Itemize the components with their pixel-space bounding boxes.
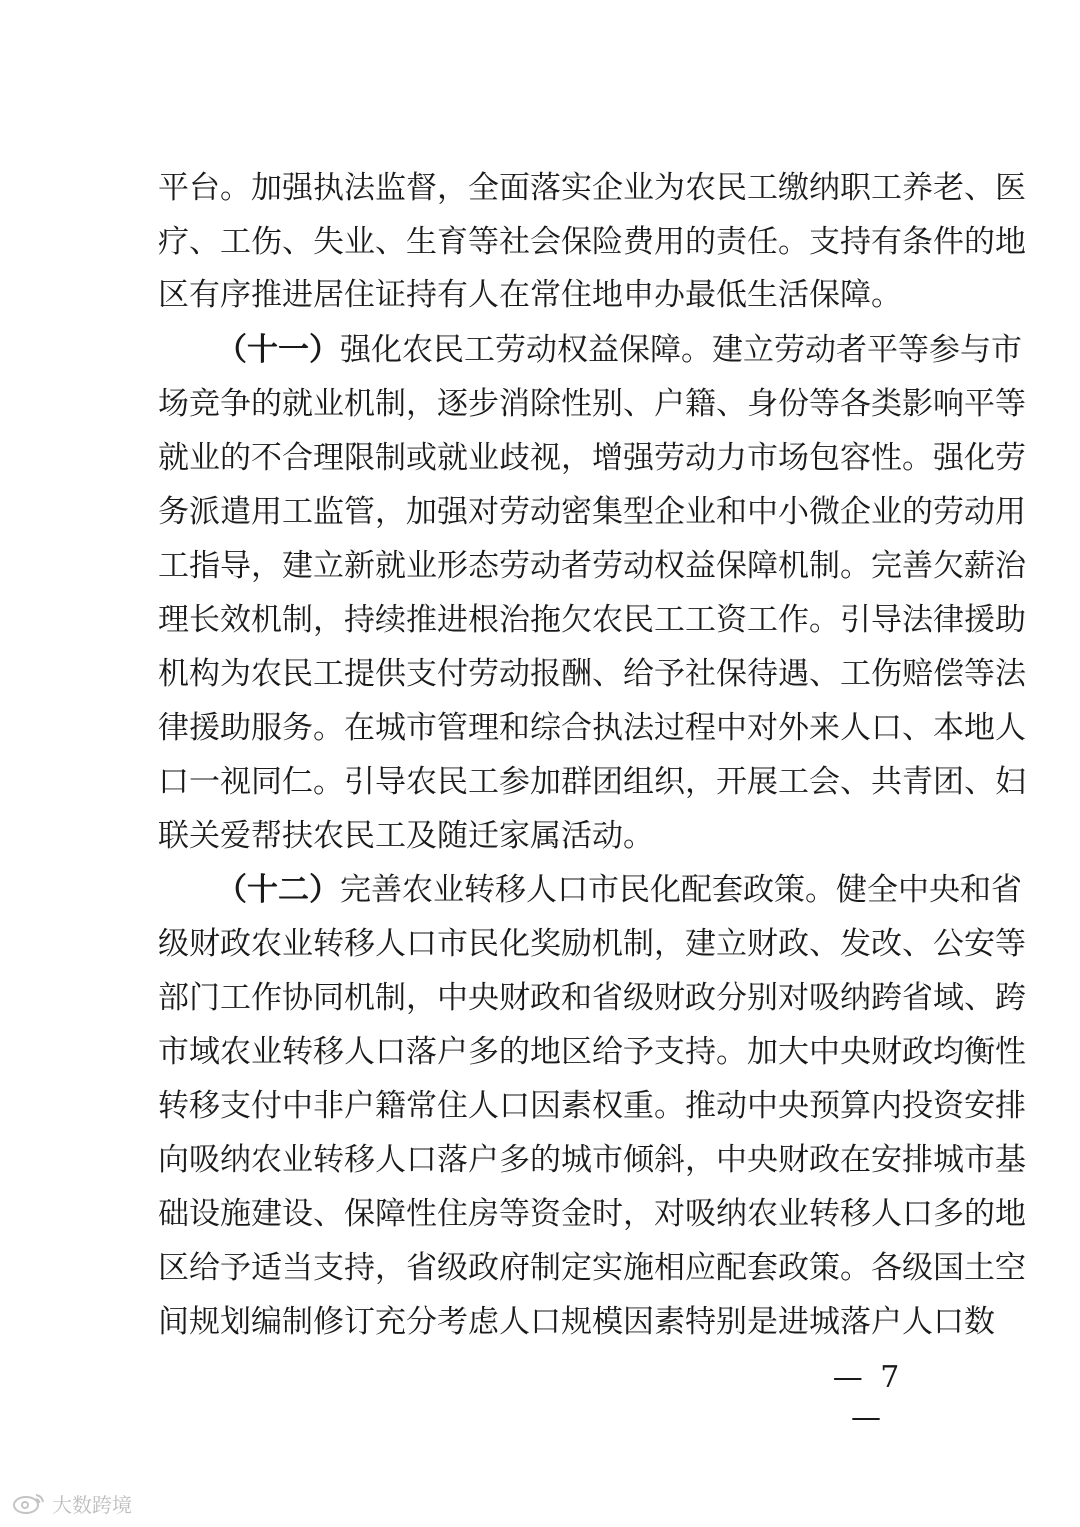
- text-line: 部门工作协同机制，中央财政和省级财政分别对吸纳跨省域、跨: [158, 980, 1026, 1016]
- text-line: 市域农业转移人口落户多的地区给予支持。加大中央财政均衡性: [158, 1034, 1026, 1070]
- text-line: 转移支付中非户籍常住人口因素权重。推动中央预算内投资安排: [158, 1088, 1026, 1124]
- text-line: 务派遣用工监管，加强对劳动密集型企业和中小微企业的劳动用: [158, 494, 1026, 530]
- watermark: [12, 1488, 132, 1518]
- text-line: 律援助服务。在城市管理和综合执法过程中对外来人口、本地人: [158, 710, 1026, 746]
- text-line: 就业的不合理限制或就业歧视，增强劳动力市场包容性。强化劳: [158, 440, 1026, 476]
- text-line: 理长效机制，持续推进根治拖欠农民工工资工作。引导法律援助: [158, 602, 1026, 638]
- section-11-text: 强化农民工劳动权益保障。建立劳动者平等参与市: [340, 332, 1022, 368]
- text-line: 区给予适当支持，省级政府制定实施相应配套政策。各级国土空: [158, 1250, 1026, 1286]
- text-line: 平台。加强执法监督，全面落实企业为农民工缴纳职工养老、医: [158, 170, 1026, 206]
- watermark-text: 大数跨境: [52, 1492, 132, 1517]
- section-11-first-line: [216, 330, 1022, 370]
- text-line: 口一视同仁。引导农民工参加群团组织，开展工会、共青团、妇: [158, 764, 1026, 800]
- text-line: 机构为农民工提供支付劳动报酬、给予社保待遇、工伤赔偿等法: [158, 656, 1026, 692]
- text-line: 间规划编制修订充分考虑人口规模因素特别是进城落户人口数: [158, 1304, 995, 1340]
- section-12-text: 完善农业转移人口市民化配套政策。健全中央和省: [340, 872, 1022, 908]
- text-line: 向吸纳农业转移人口落户多的城市倾斜，中央财政在安排城市基: [158, 1142, 1026, 1178]
- text-line: 场竞争的就业机制，逐步消除性别、户籍、身份等各类影响平等: [158, 386, 1026, 422]
- page-number: — 7 —: [832, 1360, 904, 1435]
- section-12-first-line: [216, 870, 1022, 910]
- text-line: 疗、工伤、失业、生育等社会保险费用的责任。支持有条件的地: [158, 224, 1026, 260]
- section-12-heading: （十二）: [216, 872, 340, 908]
- weibo-style-logo-icon: [12, 1491, 46, 1515]
- text-line: 级财政农业转移人口市民化奖励机制，建立财政、发改、公安等: [158, 926, 1026, 962]
- section-11-heading: （十一）: [216, 332, 340, 368]
- text-line: 区有序推进居住证持有人在常住地申办最低生活保障。: [158, 277, 902, 313]
- text-line: 联关爱帮扶农民工及随迁家属活动。: [158, 818, 654, 854]
- text-line: 工指导，建立新就业形态劳动者劳动权益保障机制。完善欠薪治: [158, 548, 1026, 584]
- text-line: 础设施建设、保障性住房等资金时，对吸纳农业转移人口多的地: [158, 1196, 1026, 1232]
